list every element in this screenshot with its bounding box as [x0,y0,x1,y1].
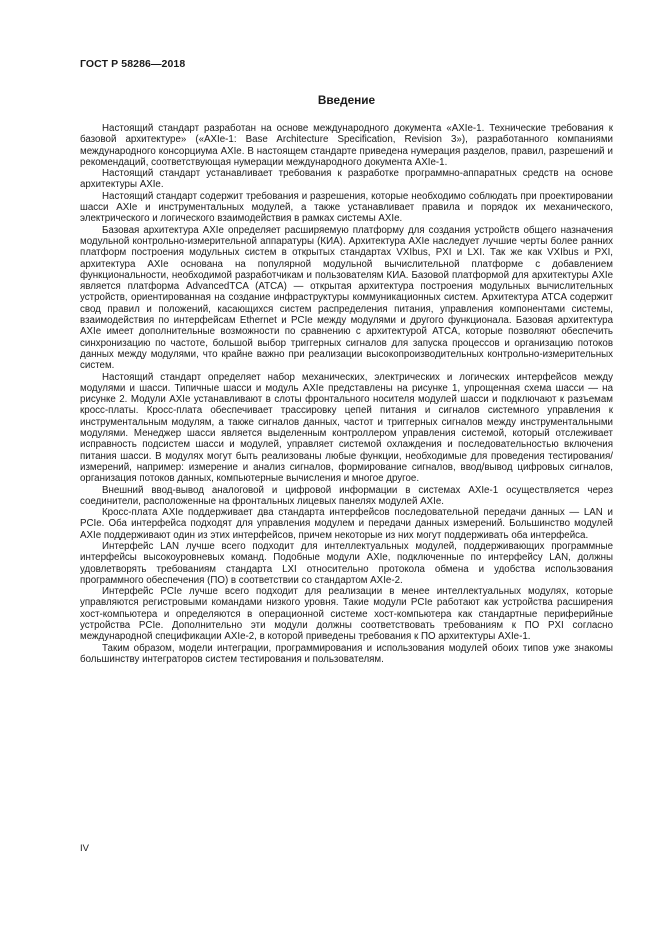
paragraph-1: Настоящий стандарт разработан на основе международного документа «AXIe-1. Технические требования к базовой архитектуре» («AXIe-1: Base Architecture Specification, Revision 3»), разработанного компаниями международного консорциума AXIe. В настоящем стандарте приведена нумерация разделов, правил, разрешений и рекомендаций, соответствующая нумерации международного документа AXIe-1. [80,123,613,168]
section-title: Введение [317,93,376,107]
page-number: IV [80,843,89,854]
document-id: ГОСТ Р 58286—2018 [80,58,186,70]
paragraph-9: Интерфейс PCIe лучше всего подходит для реализации в менее интеллектуальных модулях, которые управляются регистровыми командами низкого уровня. Такие модули PCIe работают как устройства расширения хост-компьютера и определяются в операционной системе хост-компьютера как стандартные периферийные устройства PCIe. Дополнительно эти модули должны соответствовать требованиям к ПО PXI согласно международной спецификации AXIe-2, в которой приведены требования к ПО архитектуры AXIe-1. [80,586,613,643]
paragraph-7: Кросс-плата AXIe поддерживает два стандарта интерфейсов последовательной передачи данных — LAN и PCIe. Оба интерфейса подходят для управления модулем и передачи данных измерений. Большинство модулей AXIe поддерживают один из этих интерфейсов, причем некоторые из них могут поддерживать оба интерфейса. [80,507,613,541]
paragraph-3: Настоящий стандарт содержит требования и разрешения, которые необходимо соблюдать при проектировании шасси AXIe и инструментальных модулей, а также устанавливает правила и порядок их механического, электрического и логического взаимодействия в рамках системы AXIe. [80,190,613,225]
paragraph-6: Внешний ввод-вывод аналоговой и цифровой информации в системах AXIe-1 осуществляется через соединители, расположенные на фронтальных лицевых панелях модулей AXIe. [80,484,613,507]
paragraph-5: Настоящий стандарт определяет набор механических, электрических и логических интерфейсов между модулями и шасси. Типичные шасси и модуль AXIe представлены на рисунке 1, упрощенная схема шасси — на рисунке 2. Модули AXIe устанавливают в слоты фронтального носителя модулей шасси и подключают к разъемам кросс-платы. Кросс-плата обеспечивает трассировку цепей питания и сигналов системного управления к инструментальным модулям, а также сигналов данных, частот и триггерных сигналов между инструментальными модулями. Менеджер шасси является выделенным контроллером управления системой, который отслеживает исправность подсистем шасси и модулей, управляет системой охлаждения и последовательностью включения питания шасси. В модулях могут быть реализованы любые функции, необходимые для проведения тестирования/измерений, например: измерение и анализ сигналов, формирование сигналов, ввод/вывод цифровых сигналов, организация потоков данных, компьютерные вычисления и многое другое. [80,371,613,485]
paragraph-10: Таким образом, модели интеграции, программирования и использования модулей обоих типов уже знакомы большинству интеграторов систем тестирования и пользователям. [80,642,613,665]
paragraph-4: Базовая архитектура AXIe определяет расширяемую платформу для создания устройств общего назначения модульной контрольно-измерительной аппаратуры (КИА). Архитектура AXIe наследует лучшие черты более ранних платформ построения модульных систем в открытых стандартах VXIbus, PXI и LXI. Так же как VXIbus и PXI, архитектура AXIe основана на популярной модульной вычислительной платформе с добавлением функциональности, необходимой разработчикам и пользователям КИА. Базовой платформой для архитектуры AXIe является платформа AdvancedTCA (ATCA) — открытая архитектура построения модульных вычислительных устройств, ориентированная на создание инфраструктуры коммуникационных систем. Архитектура ATCA содержит свод правил и положений, касающихся систем распределения питания, управления компонентами системы, взаимодействия по интерфейсам Ethernet и PCIe между модулями и другого функционала. Базовая архитектура AXIe имеет дополнительные возможности по сравнению с архитектурой ATCA, которые позволяют обеспечить синхронизацию по частоте, большой выбор триггерных сигналов для запуска процессов и организацию потоков данных между модулями, что крайне важно при реализации высокопроизводительных контрольно-измерительных систем. [80,224,613,372]
paragraph-8: Интерфейс LAN лучше всего подходит для интеллектуальных модулей, поддерживающих программные интерфейсы высокоуровневых команд. Подобные модули AXIe, подключенные по интерфейсу LAN, должны удовлетворять требованиям стандарта LXI относительно протокола обмена и удобства использования программного обеспечения (ПО) в соответствии со стандартом AXIe-2. [80,540,613,586]
paragraph-2: Настоящий стандарт устанавливает требования к разработке программно-аппаратных средств на основе архитектуры AXIe. [80,168,613,191]
body-text [80,123,613,665]
